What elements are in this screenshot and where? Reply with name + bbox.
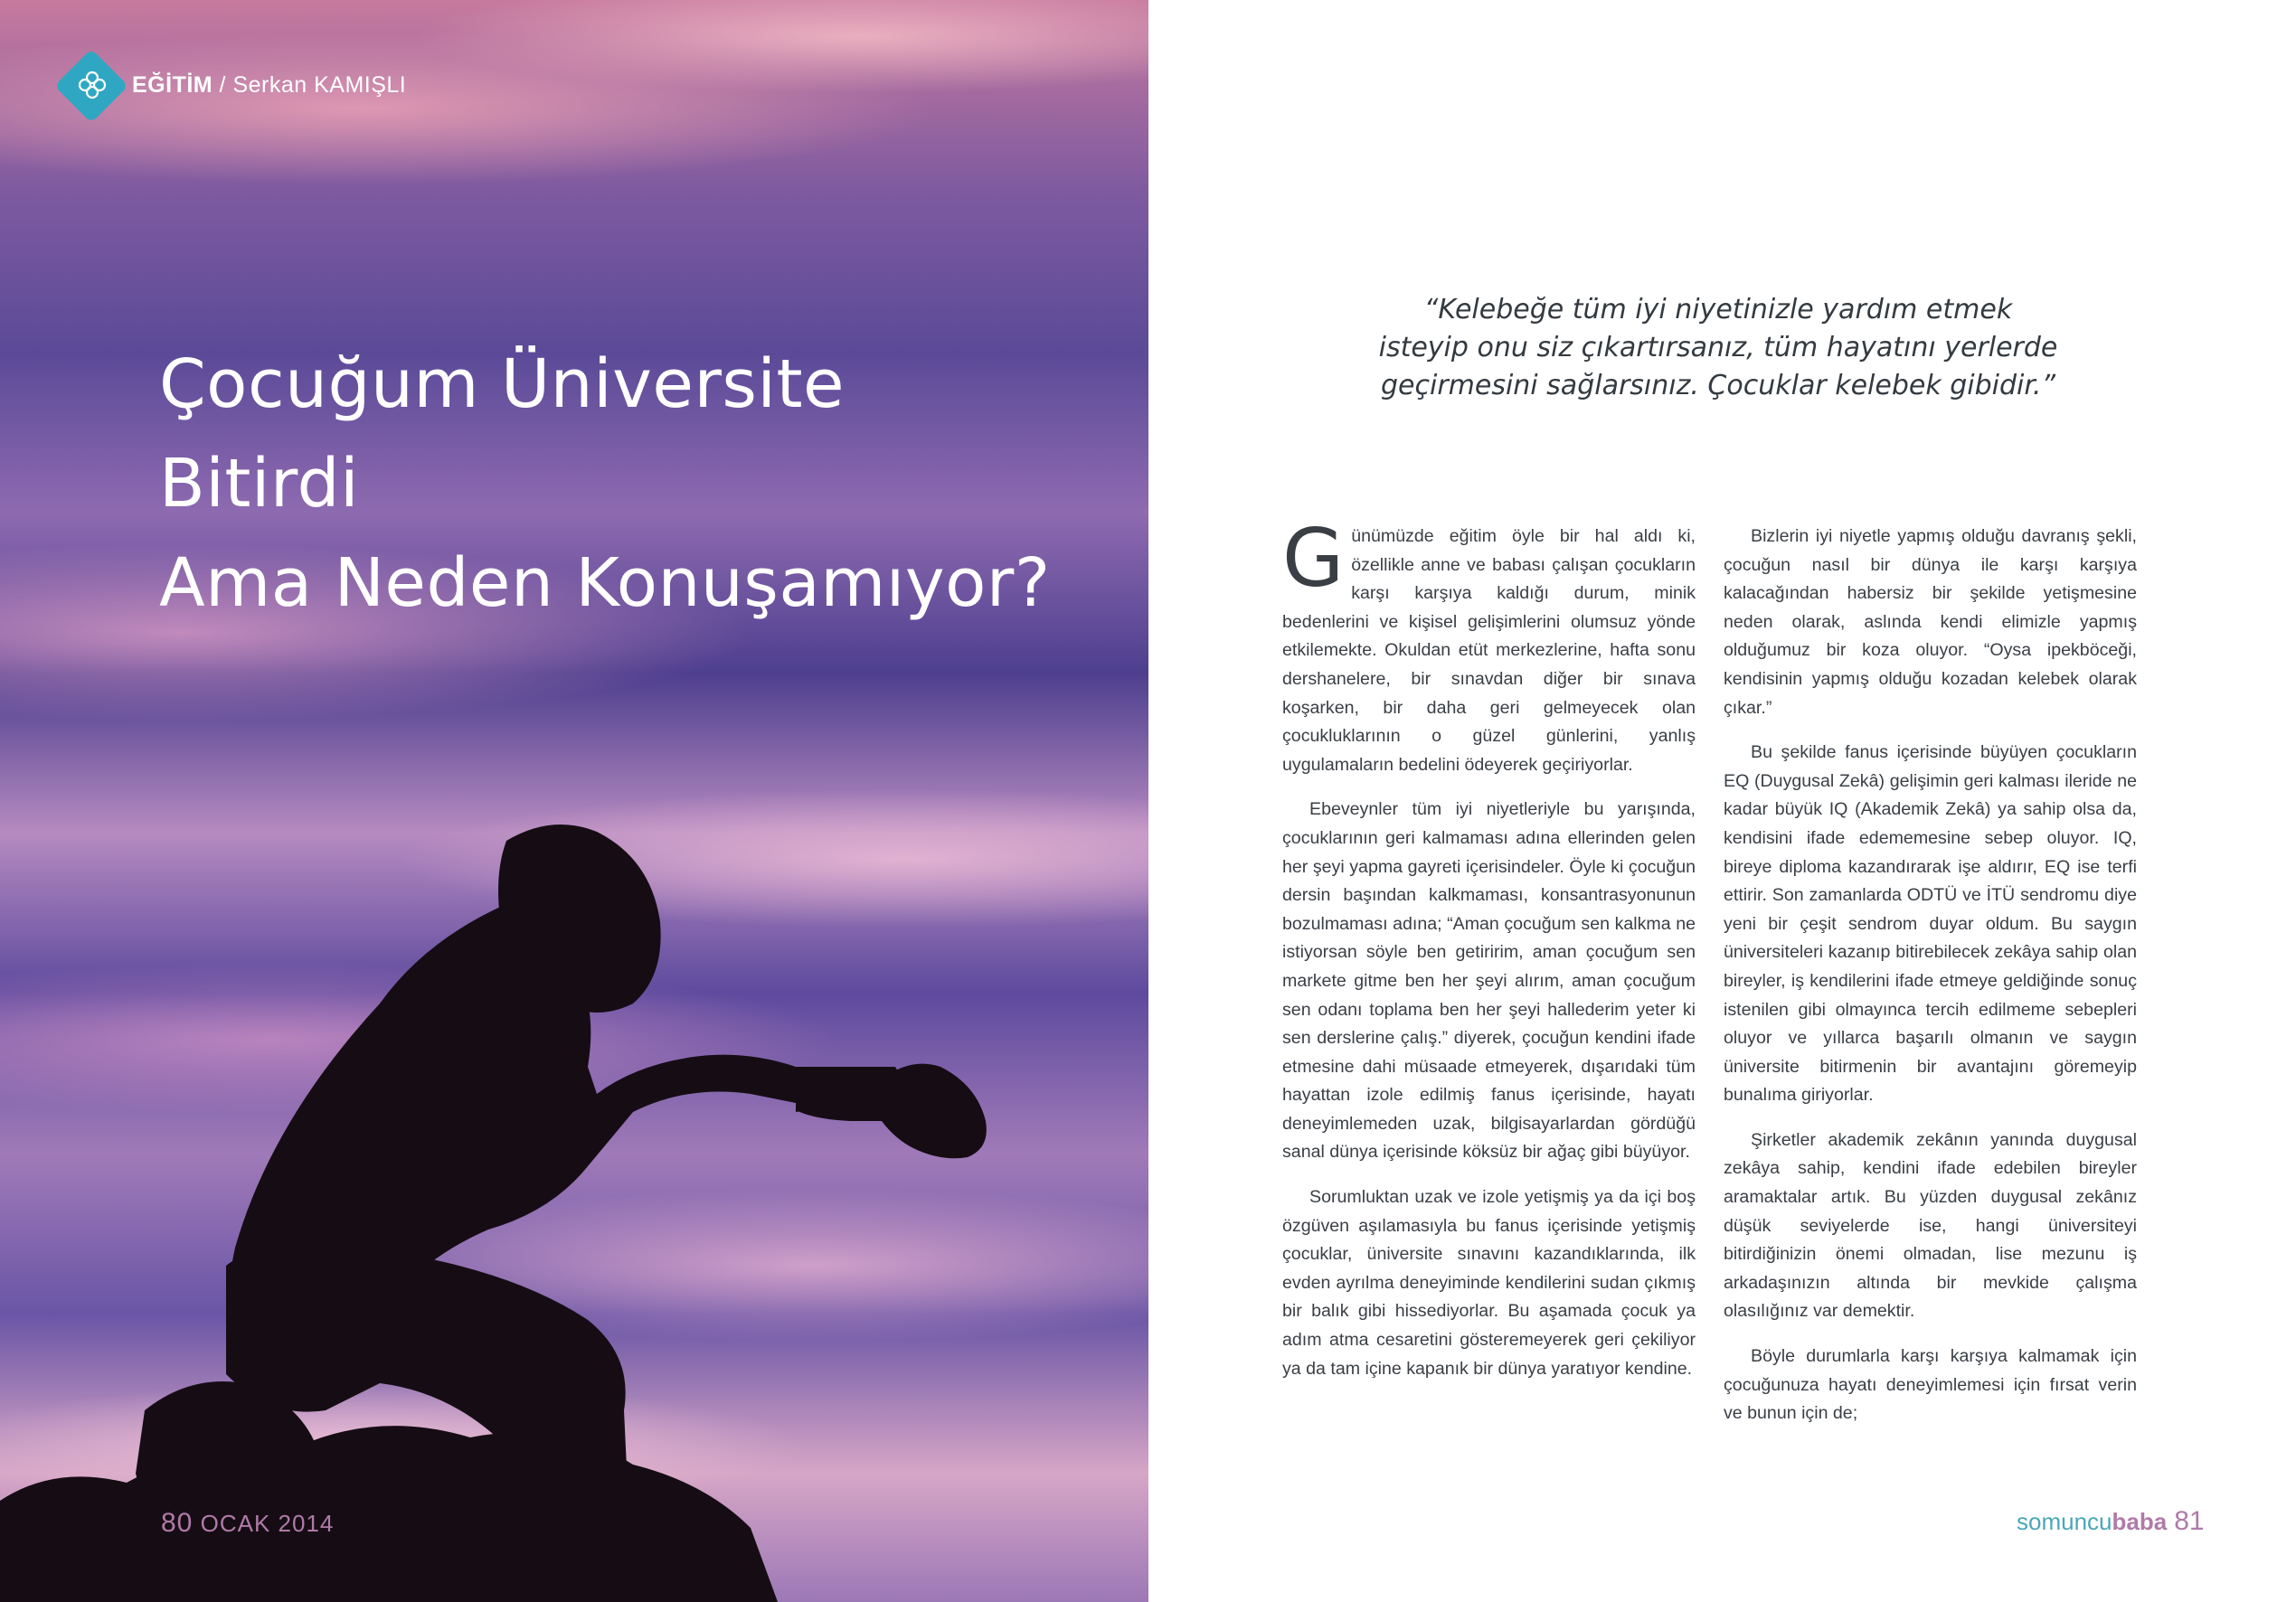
paragraph: Bizlerin iyi niyetle yapmış olduğu davranış şekli, çocuğun nasıl bir dünya ile karşı karşıya kalacağından habersiz bir şekilde yetişmesine neden olarak, aslında kendi elimizle yapmış olduğumuz bir koza oluyor. “Oysa ipekböceği, kendisinin yapmış olduğu kozadan kelebek olarak çıkar.” [1724,526,2137,718]
drop-cap: G [1282,512,1345,605]
paragraph: Ebeveynler tüm iyi niyetleriyle bu yarışında, çocuklarının geri kalmaması adına ellerinden gelen her şeyi yapma gayreti içerisindeler. Öyle ki çocuğun dersin başından kalkmaması, konsantrasyonunun bozulmaması adına; “Aman çocuğum sen kalkma ne istiyorsan söyle ben getiririm, aman çocuğum sen markete gitme ben her şeyi alırım, aman çocuğum sen odanı toplama ben her şeyi hallederim yeter ki sen derslerine çalış.” diyerek, çocuğun kendini ifade etmesine dahi müsaade etmeyerek, dışarıdaki tüm hayattan izole edilmiş fanus içerisinde, hayatı deneyimlemeden uzak, bilgisayarlardan gördüğü sanal dünya içerisinde köksüz bir ağaç gibi büyüyor. [1282,799,1696,1163]
left-page-number: 80 [161,1508,194,1538]
pullquote-line-3: geçirmesini sağlarsınız. Çocuklar kelebek gibidir.” [1380,370,2056,401]
article-headline [159,335,1063,633]
right-page-number: 81 [2174,1506,2205,1536]
right-folio [2017,1506,2205,1537]
section-name: EĞİTİM [132,72,213,98]
paragraph: Sorumluktan uzak ve izole yetişmiş ya da içi boş özgüven aşılamasıyla bu fanus içerisinde yetişmiş çocuklar, üniversite sınavını kazandıklarında, ilk evden ayrılma deneyiminde kendilerini sudan çıkmış bir balık gibi hissediyorlar. Bu aşamada çocuk ya adım atma cesaretini gösteremeyerek geri çekiliyor ya da tam içine kapanık bir dünya yaratıyor kendine. [1282,1187,1696,1379]
ornament-icon [72,65,112,105]
right-page [1148,0,2296,1602]
paragraph-text: ünümüzde eğitim öyle bir hal aldı ki, özellikle anne ve babası çalışan çocukların karşı karşıya kaldığı durum, minik bedenlerini ve kişisel gelişimlerini olumsuz yönde etkilemekte. Okuldan etüt merkezlerine, hafta sonu dershanelere, bir sınavdan diğer bir sınava koşarken, bir daha geri gelmeyecek olan çocukluklarının o güzel günlerini, yanlış uygulamaların bedelini ödeyerek geçiriyorlar. [1282,526,1696,775]
magazine-brand-part-2: baba [2112,1508,2168,1535]
author-line: / Serkan KAMIŞLI [213,72,407,98]
headline-line-2: Ama Neden Konuşamıyor? [159,544,1051,622]
text-column-1 [1282,512,1696,1399]
pull-quote [1365,291,2071,405]
left-folio [161,1508,334,1539]
section-kicker [132,72,406,99]
paragraph: Şirketler akademik zekânın yanında duygusal zekâya sahip, kendini ifade edebilen bireyler aramaktalar artık. Bu yüzden duygusal zekânız düşük seviyelerde ise, hangi üniversiteyi bitirdiğinizin önemi olmadan, lise mezunu iş arkadaşınızın altında bir mevkide çalışma olasılığınız var demektir. [1724,1129,2137,1322]
pullquote-line-2: isteyip onu siz çıkartırsanız, tüm hayatını yerlerde [1378,332,2058,363]
magazine-brand-part-1: somuncu [2017,1508,2112,1535]
text-column-2 [1724,523,2137,1445]
paragraph: Böyle durumlarla karşı karşıya kalmamak için çocuğunuza hayatı deneyimlemesi için fırsat verin ve bunun için de; [1724,1346,2137,1424]
issue-date: OCAK 2014 [200,1510,335,1537]
pullquote-line-1: “Kelebeğe tüm iyi niyetinizle yardım etmek [1423,294,2013,325]
paragraph [1282,512,1696,779]
paragraph: Bu şekilde fanus içerisinde büyüyen çocukların EQ (Duygusal Zekâ) gelişimin geri kalması ileride ne kadar büyük IQ (Akademik Zekâ) ya sahip olsa da, kendisini ifade edememesine sebep oluyor. IQ, bireye diploma kazandırarak işe aldırır, EQ ise terfi ettirir. Son zamanlarda ODTÜ ve İTÜ sendromu diye yeni bir çeşit sendrom duyar oldum. Bu saygın üniversiteleri kazanıp bitirebilecek zekâya sahip olan bireyler, iş kendilerini ifade etmeye geldiğinde sonuç istenilen gibi olmayınca tercih edilmeme sebepleri oluyor ve yıllarca başarılı olmanın ve saygın üniversite bitirmenin bir avantajını göremeyip bunalıma giriyorlar. [1724,742,2137,1106]
headline-line-1: Çocuğum Üniversite Bitirdi [159,345,846,523]
